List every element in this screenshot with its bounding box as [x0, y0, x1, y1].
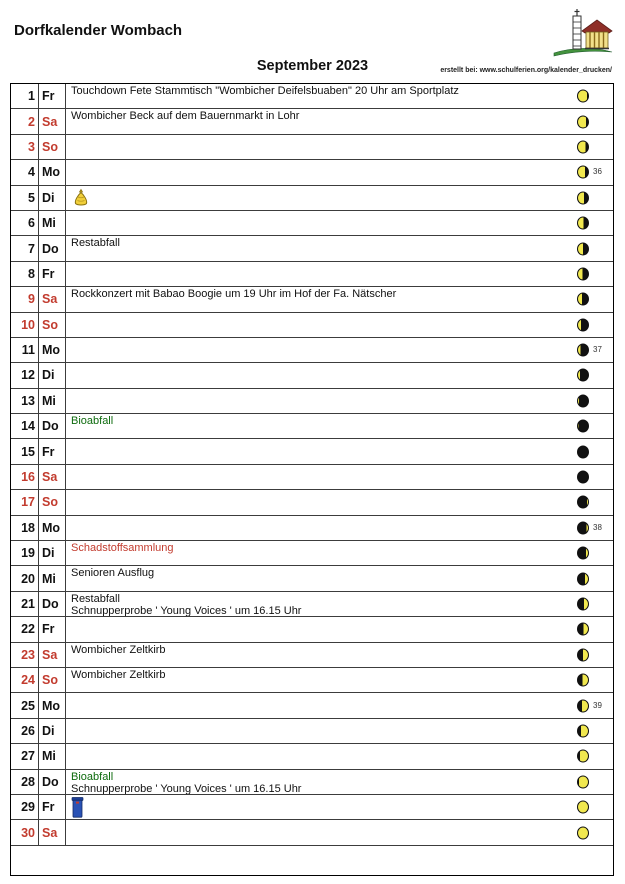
day-number: 17 — [11, 490, 39, 514]
event-cell — [66, 160, 613, 184]
calendar-row-day-16 — [11, 465, 613, 490]
day-number: 15 — [11, 439, 39, 463]
day-number: 14 — [11, 414, 39, 438]
event-text: Wombicher Beck auf dem Bauernmarkt in Lohr — [71, 110, 300, 123]
week-number: 36 — [593, 167, 602, 177]
calendar-row-day-26 — [11, 719, 613, 744]
moon-phase-icon — [577, 775, 589, 788]
weekday-label: Di — [39, 363, 66, 387]
weekday-label: So — [39, 490, 66, 514]
day-number: 3 — [11, 135, 39, 159]
calendar-row-day-22 — [11, 617, 613, 642]
day-number: 23 — [11, 643, 39, 667]
day-number: 26 — [11, 719, 39, 743]
calendar-row-day-1 — [11, 84, 613, 109]
weekday-label: Mo — [39, 516, 66, 540]
event-text: Touchdown Fete Stammtisch "Wombicher Deifelsbuaben" 20 Uhr am Sportplatz — [71, 85, 459, 97]
event-cell — [66, 287, 613, 311]
day-number: 1 — [11, 84, 39, 108]
event-cell — [66, 363, 613, 387]
moon-phase-icon — [577, 547, 589, 560]
weekday-label: Sa — [39, 643, 66, 667]
calendar-row-day-23 — [11, 643, 613, 668]
event-cell — [66, 541, 613, 565]
weekday-label: Fr — [39, 617, 66, 641]
event-text: Schadstoffsammlung — [71, 542, 174, 555]
blaue-tonne-icon — [71, 797, 84, 818]
event-text: Rockkonzert mit Babao Boogie um 19 Uhr im Hof der Fa. Nätscher — [71, 288, 397, 301]
calendar-row-day-14 — [11, 414, 613, 439]
moon-phase-icon — [577, 242, 589, 255]
day-number: 12 — [11, 363, 39, 387]
event-cell — [66, 109, 613, 133]
moon-phase-icon — [577, 318, 589, 331]
day-number: 27 — [11, 744, 39, 768]
day-number: 2 — [11, 109, 39, 133]
event-text: Bioabfall — [71, 770, 114, 783]
event-cell — [66, 820, 613, 844]
day-number: 24 — [11, 668, 39, 692]
moon-phase-icon — [577, 826, 589, 839]
moon-phase-icon — [577, 801, 589, 814]
moon-phase-icon — [577, 140, 589, 153]
weekday-label: Do — [39, 592, 66, 616]
month-title: September 2023 — [256, 58, 369, 74]
event-text: Bioabfall — [71, 415, 114, 428]
weekday-label: Sa — [39, 109, 66, 133]
moon-phase-icon — [577, 369, 589, 382]
weekday-label: So — [39, 313, 66, 337]
day-number: 9 — [11, 287, 39, 311]
day-number: 6 — [11, 211, 39, 235]
day-number: 13 — [11, 389, 39, 413]
event-cell — [66, 592, 613, 616]
calendar-row-day-28 — [11, 770, 613, 795]
calendar-row-day-20 — [11, 566, 613, 591]
day-number: 5 — [11, 186, 39, 210]
weekday-label: Do — [39, 770, 66, 794]
day-number: 16 — [11, 465, 39, 489]
calendar-row-day-5 — [11, 186, 613, 211]
moon-phase-icon — [577, 648, 589, 661]
event-text: Schnupperprobe ' Young Voices ' um 16.15 Uhr — [71, 782, 302, 794]
calendar-row-day-4 — [11, 160, 613, 185]
moon-phase-icon — [577, 90, 589, 103]
calendar-row-day-15 — [11, 439, 613, 464]
moon-phase-icon — [577, 521, 589, 534]
weekday-label: Mo — [39, 693, 66, 717]
calendar-table — [10, 83, 614, 876]
event-cell — [66, 186, 613, 210]
moon-phase-icon — [577, 445, 589, 458]
event-cell — [66, 313, 613, 337]
calendar-row-day-8 — [11, 262, 613, 287]
gelber-sack-icon — [71, 188, 91, 208]
weekday-label: Sa — [39, 820, 66, 844]
event-cell — [66, 389, 613, 413]
day-number: 20 — [11, 566, 39, 590]
weekday-label: So — [39, 135, 66, 159]
credit-line: erstellt bei: www.schulferien.org/kalender_drucken/ — [440, 67, 612, 74]
weekday-label: Mi — [39, 389, 66, 413]
event-cell — [66, 770, 613, 794]
weekday-label: Di — [39, 186, 66, 210]
day-number: 19 — [11, 541, 39, 565]
event-text: Restabfall — [71, 592, 120, 605]
weekday-label: Di — [39, 541, 66, 565]
moon-phase-icon — [577, 724, 589, 737]
day-number: 30 — [11, 820, 39, 844]
day-number: 10 — [11, 313, 39, 337]
day-number: 29 — [11, 795, 39, 819]
calendar-row-day-30 — [11, 820, 613, 845]
event-text: Schnupperprobe ' Young Voices ' um 16.15 Uhr — [71, 605, 302, 617]
weekday-label: Fr — [39, 84, 66, 108]
moon-phase-icon — [577, 166, 589, 179]
day-number: 22 — [11, 617, 39, 641]
event-text: Wombicher Zeltkirb — [71, 668, 166, 681]
weekday-label: Do — [39, 414, 66, 438]
event-text: Wombicher Zeltkirb — [71, 643, 166, 656]
weekday-label: Fr — [39, 262, 66, 286]
moon-phase-icon — [577, 191, 589, 204]
moon-phase-icon — [577, 598, 589, 611]
event-cell — [66, 262, 613, 286]
event-cell — [66, 439, 613, 463]
event-cell — [66, 338, 613, 362]
calendar-row-day-25 — [11, 693, 613, 718]
event-cell — [66, 516, 613, 540]
moon-phase-icon — [577, 471, 589, 484]
weekday-label: So — [39, 668, 66, 692]
calendar-row-day-11 — [11, 338, 613, 363]
weekday-label: Sa — [39, 287, 66, 311]
weekday-label: Mi — [39, 744, 66, 768]
calendar-row-day-19 — [11, 541, 613, 566]
event-cell — [66, 135, 613, 159]
day-number: 4 — [11, 160, 39, 184]
day-number: 25 — [11, 693, 39, 717]
event-cell — [66, 84, 613, 108]
moon-phase-icon — [577, 623, 589, 636]
event-cell — [66, 211, 613, 235]
week-number: 38 — [593, 522, 602, 532]
calendar-row-day-3 — [11, 135, 613, 160]
event-cell — [66, 643, 613, 667]
weekday-label: Mi — [39, 211, 66, 235]
calendar-row-day-9 — [11, 287, 613, 312]
day-number: 11 — [11, 338, 39, 362]
calendar-row-day-10 — [11, 313, 613, 338]
moon-phase-icon — [577, 572, 589, 585]
moon-phase-icon — [577, 496, 589, 509]
calendar-row-day-6 — [11, 211, 613, 236]
moon-phase-icon — [577, 115, 589, 128]
week-number: 37 — [593, 344, 602, 354]
event-cell — [66, 795, 613, 819]
week-number: 39 — [593, 700, 602, 710]
moon-phase-icon — [577, 394, 589, 407]
weekday-label: Fr — [39, 795, 66, 819]
weekday-label: Do — [39, 236, 66, 260]
weekday-label: Mo — [39, 338, 66, 362]
weekday-label: Di — [39, 719, 66, 743]
event-cell — [66, 693, 613, 717]
event-text: Senioren Ausflug — [71, 567, 155, 580]
weekday-label: Fr — [39, 439, 66, 463]
moon-phase-icon — [577, 293, 589, 306]
page-title: Dorfkalender Wombach — [14, 22, 183, 39]
calendar-row-day-12 — [11, 363, 613, 388]
moon-phase-icon — [577, 750, 589, 763]
village-church-logo-icon — [549, 6, 617, 60]
moon-phase-icon — [577, 344, 589, 357]
day-number: 18 — [11, 516, 39, 540]
calendar-row-day-21 — [11, 592, 613, 617]
event-cell — [66, 465, 613, 489]
weekday-label: Sa — [39, 465, 66, 489]
calendar-row-day-24 — [11, 668, 613, 693]
event-cell — [66, 236, 613, 260]
event-cell — [66, 719, 613, 743]
weekday-label: Mi — [39, 566, 66, 590]
calendar-row-day-2 — [11, 109, 613, 134]
event-cell — [66, 566, 613, 590]
weekday-label: Mo — [39, 160, 66, 184]
calendar-row-day-29 — [11, 795, 613, 820]
event-text: Restabfall — [71, 237, 120, 250]
moon-phase-icon — [577, 674, 589, 687]
event-cell — [66, 744, 613, 768]
moon-phase-icon — [577, 267, 589, 280]
event-cell — [66, 490, 613, 514]
calendar-row-day-7 — [11, 236, 613, 261]
event-cell — [66, 414, 613, 438]
calendar-row-day-17 — [11, 490, 613, 515]
event-cell — [66, 617, 613, 641]
calendar-row-day-13 — [11, 389, 613, 414]
day-number: 7 — [11, 236, 39, 260]
footer-row — [11, 846, 613, 875]
day-number: 28 — [11, 770, 39, 794]
moon-phase-icon — [577, 217, 589, 230]
calendar-row-day-18 — [11, 516, 613, 541]
day-number: 21 — [11, 592, 39, 616]
day-number: 8 — [11, 262, 39, 286]
moon-phase-icon — [577, 699, 589, 712]
moon-phase-icon — [577, 420, 589, 433]
calendar-row-day-27 — [11, 744, 613, 769]
event-cell — [66, 668, 613, 692]
